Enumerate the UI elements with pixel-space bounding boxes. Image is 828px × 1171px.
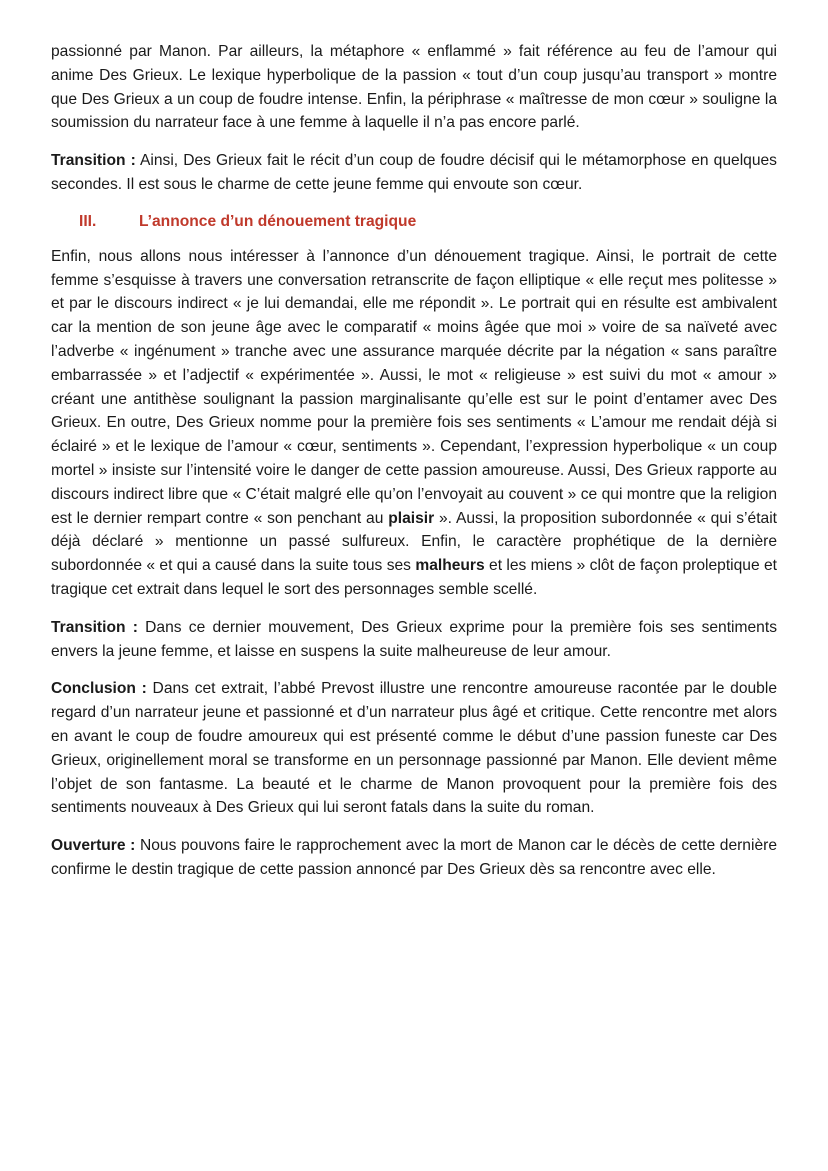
ouverture-text: Nous pouvons faire le rapprochement avec la mort de Manon car le décès de cette dernière confirme le destin tragique de cette passion annoncé par Des Grieux dès sa rencontre avec elle. — [51, 837, 777, 878]
conclusion-text: Dans cet extrait, l’abbé Prevost illustre une rencontre amoureuse racontée par le double regard d’un narrateur jeune et passionné et d’un narrateur plus âgé et critique. Cette rencontre met alors en avant le coup de foudre amoureux qui est présenté comme le début d’une passion funeste car Des Grieux, originellement moral se transforme en un personnage passionné par Manon. Elle devient même l’objet de son fantasme. La beauté et le charme de Manon provoquent pour la première fois des sentiments nouveaux à Des Grieux qui lui seront fatals dans la suite du roman. — [51, 680, 777, 817]
analysis-text-a: Enfin, nous allons nous intéresser à l’annonce d’un dénouement tragique. Ainsi, le portrait de cette femme s’esquisse à travers une conversation retranscrite de façon elliptique « elle reçut mes politesse » et par le discours indirect « je lui demandai, elle me répondit ». Le portrait qui en résulte est ambivalent car la mention de son jeune âge avec le comparatif « moins âgée que moi » voire de sa naïveté avec l’adverbe « ingénument » tranche avec une assurance marquée décrite par la négation « sans paraître embarrassée » et l’adjectif « expérimentée ». Aussi, le mot « religieuse » est suivi du mot « amour » créant une antithèse soulignant la passion marginalisante qu’elle est sur le point d’entamer avec Des Grieux. En outre, Des Grieux nomme pour la première fois ses sentiments « L’amour me rendait déjà si éclairé » et le lexique de l’amour « cœur, sentiments ». Cependant, l’expression hyperbolique « un coup mortel » insiste sur l’intensité voire le danger de cette passion amoureuse. Aussi, Des Grieux rapporte au discours indirect libre que « C’était malgré elle qu’on l’envoyait au couvent » ce qui montre que la religion est le dernier rempart contre « son penchant au — [51, 247, 777, 527]
transition-paragraph-2 — [51, 616, 777, 664]
transition-text: Ainsi, Des Grieux fait le récit d’un coup de foudre décisif qui le métamorphose en quelques secondes. Il est sous le charme de cette jeune femme qui envoute son cœur. — [51, 152, 777, 193]
document-page — [51, 40, 777, 896]
section-heading — [79, 211, 777, 233]
paragraph-analysis — [51, 245, 777, 602]
section-title: L’annonce d’un dénouement tragique — [139, 212, 417, 230]
analysis-text-b: ». Aussi, la proposition subordonnée « qui s’était déjà déclaré » mentionne un passé sulfureux. Enfin, le caractère prophétique de la dernière subordonnée « et qui a causé dans la suite tous ses — [51, 509, 777, 575]
ouverture-label: Ouverture : — [51, 837, 136, 855]
ouverture-paragraph — [51, 834, 777, 882]
transition-paragraph-1 — [51, 149, 777, 197]
keyword-plaisir: plaisir — [388, 509, 435, 527]
conclusion-paragraph — [51, 677, 777, 820]
paragraph-intro: passionné par Manon. Par ailleurs, la métaphore « enflammé » fait référence au feu de l’amour qui anime Des Grieux. Le lexique hyperbolique de la passion « tout d’un coup jusqu’au transport » montre que Des Grieux a un coup de foudre intense. Enfin, la périphrase « maîtresse de mon cœur » souligne la soumission du narrateur face à une femme à laquelle il n’a pas encore parlé. — [51, 43, 777, 132]
transition-text: Dans ce dernier mouvement, Des Grieux exprime pour la première fois ses sentiments envers la jeune femme, et laisse en suspens la suite malheureuse de leur amour. — [51, 618, 777, 660]
transition-label: Transition : — [51, 618, 138, 636]
transition-label: Transition : — [51, 152, 136, 170]
section-number: III. — [79, 212, 97, 230]
conclusion-label: Conclusion : — [51, 680, 147, 698]
analysis-text-c: et les miens » clôt de façon proleptique et tragique cet extrait dans lequel le sort des personnages semble scellé. — [51, 557, 778, 598]
keyword-malheurs: malheurs — [415, 557, 485, 575]
